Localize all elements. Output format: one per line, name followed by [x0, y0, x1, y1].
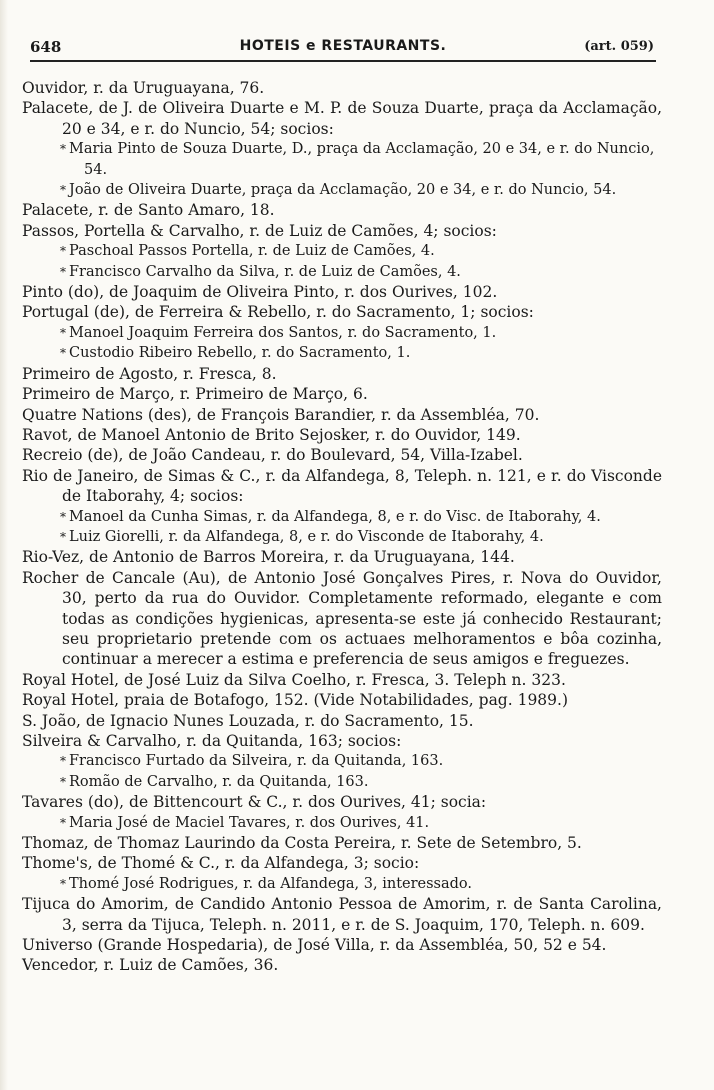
entry-text: Primeiro de Agosto, r. Fresca, 8.: [22, 364, 277, 383]
partner-line: [22, 241, 662, 261]
entry-text: Thomaz, de Thomaz Laurindo da Costa Pereira, r. Sete de Setembro, 5.: [22, 834, 582, 853]
directory-entry: [22, 955, 662, 975]
entry-text: Passos, Portella & Carvalho, r. de Luiz de Camões, 4; socios:: [22, 221, 497, 240]
entry-list: [22, 78, 667, 976]
partner-marker: *: [60, 142, 66, 157]
entry-text: Palacete, r. de Santo Amaro, 18.: [22, 201, 275, 220]
directory-entry: [22, 384, 662, 404]
partner-marker: *: [60, 509, 66, 524]
page-header: [30, 34, 656, 62]
entry-text: Rocher de Cancale (Au), de Antonio José Gonçalves Pires, r. Nova do Ouvidor, 30, perto da rua do Ouvidor. Completamente reformado, elegante e com todas as condições hygienicas, apresenta-se este já conhecido Restaurant; seu proprietario pretende com os actuaes melhoramentos e bôa cozinha, continuar a merecer a estima e preferencia de seus amigos e freguezes.: [22, 568, 667, 669]
entry-text: Recreio (de), de João Candeau, r. do Boulevard, 54, Villa-Izabel.: [22, 446, 523, 465]
entry-text: Vencedor, r. Luiz de Camões, 36.: [22, 956, 279, 975]
directory-entry: [22, 690, 662, 710]
entry-text: Ouvidor, r. da Uruguayana, 76.: [22, 79, 265, 97]
partner-marker: *: [60, 876, 66, 891]
directory-entry: [22, 935, 662, 955]
partner-line: [22, 343, 662, 363]
partner-marker: *: [60, 529, 66, 544]
entry-text: Silveira & Carvalho, r. da Quitanda, 163; socios:: [22, 732, 402, 750]
entry-text: Thome's, de Thomé & C., r. da Alfandega, 3; socio:: [22, 854, 420, 873]
directory-entry: [22, 833, 662, 853]
article-ref: (art. 059): [584, 39, 654, 54]
directory-entry: [22, 425, 662, 445]
entry-text: Romão de Carvalho, r. da Quitanda, 163.: [69, 773, 369, 790]
entry-text: Francisco Furtado da Silveira, r. da Quitanda, 163.: [69, 753, 444, 770]
directory-entry: [22, 731, 662, 751]
partner-marker: *: [60, 264, 66, 279]
entry-text: Custodio Ribeiro Rebello, r. do Sacramento, 1.: [69, 345, 411, 362]
directory-entry: [22, 98, 667, 139]
directory-entry: [22, 221, 662, 241]
directory-entry: [22, 302, 662, 322]
section-title: HOTEIS e RESTAURANTS.: [239, 38, 447, 54]
entry-text: Tavares (do), de Bittencourt & C., r. dos Ourives, 41; socia:: [22, 793, 487, 812]
partner-line: [22, 527, 662, 547]
entry-text: Portugal (de), de Ferreira & Rebello, r. do Sacramento, 1; socios:: [22, 303, 534, 322]
directory-entry: [22, 364, 662, 384]
partner-marker: *: [60, 815, 66, 830]
directory-entry: [22, 711, 662, 731]
directory-entry: [22, 445, 662, 465]
partner-line: [22, 772, 662, 792]
partner-marker: *: [60, 774, 66, 789]
entry-text: Royal Hotel, de José Luiz da Silva Coelho, r. Fresca, 3. Teleph n. 323.: [22, 670, 566, 689]
partner-marker: *: [60, 346, 66, 361]
partner-marker: *: [60, 325, 66, 340]
entry-text: Primeiro de Março, r. Primeiro de Março, 6.: [22, 385, 368, 404]
entry-text: Maria José de Maciel Tavares, r. dos Ourives, 41.: [69, 814, 430, 831]
directory-entry: [22, 547, 662, 567]
directory-entry: [22, 568, 667, 670]
entry-text: Pinto (do), de Joaquim de Oliveira Pinto, r. dos Ourives, 102.: [22, 283, 498, 302]
partner-line: [22, 874, 662, 894]
entry-text: Manoel Joaquim Ferreira dos Santos, r. do Sacramento, 1.: [69, 324, 497, 341]
directory-entry: [22, 853, 662, 873]
directory-entry: [22, 894, 667, 935]
directory-entry: [22, 405, 662, 425]
partner-line: [22, 507, 662, 527]
partner-marker: *: [60, 244, 66, 259]
partner-line: [22, 813, 662, 833]
directory-entry: [22, 466, 667, 507]
entry-text: Palacete, de J. de Oliveira Duarte e M. P. de Souza Duarte, praça da Acclamação, 20 e 34, e r. do Nuncio, 54; socios:: [22, 99, 667, 138]
entry-text: Rio-Vez, de Antonio de Barros Moreira, r. da Uruguayana, 144.: [22, 548, 515, 567]
partner-marker: *: [60, 183, 66, 198]
entry-text: Thomé José Rodrigues, r. da Alfandega, 3, interessado.: [69, 875, 473, 892]
directory-entry: [22, 792, 662, 812]
partner-line: [22, 323, 662, 343]
entry-text: Tijuca do Amorim, de Candido Antonio Pessoa de Amorim, r. de Santa Carolina, 3, serra da Tijuca, Teleph. n. 2011, e r. de S. Joaquim, 170, Teleph. n. 609.: [22, 895, 667, 934]
entry-text: Manoel da Cunha Simas, r. da Alfandega, 8, e r. do Visc. de Itaborahy, 4.: [69, 508, 601, 525]
page-number: 648: [30, 38, 62, 56]
entry-text: Rio de Janeiro, de Simas & C., r. da Alfandega, 8, Teleph. n. 121, e r. do Visconde de Itaborahy, 4; socios:: [22, 466, 667, 506]
partner-line: [22, 751, 662, 771]
entry-text: Universo (Grande Hospedaria), de José Villa, r. da Assembléa, 50, 52 e 54.: [22, 936, 607, 955]
directory-entry: [22, 282, 662, 302]
entry-text: Maria Pinto de Souza Duarte, D., praça da Acclamação, 20 e 34, e r. do Nuncio, 54.: [69, 141, 659, 178]
entry-text: Paschoal Passos Portella, r. de Luiz de Camões, 4.: [69, 243, 435, 260]
entry-text: Luiz Giorelli, r. da Alfandega, 8, e r. do Visconde de Itaborahy, 4.: [69, 528, 544, 545]
directory-entry: [22, 200, 662, 220]
partner-line: [22, 262, 662, 282]
directory-entry: [22, 670, 662, 690]
partner-marker: *: [60, 754, 66, 769]
directory-entry: [22, 78, 662, 98]
entry-text: S. João, de Ignacio Nunes Louzada, r. do Sacramento, 15.: [22, 711, 474, 730]
entry-text: Francisco Carvalho da Silva, r. de Luiz de Camões, 4.: [69, 263, 461, 280]
partner-line: [22, 139, 662, 180]
scan-edge-shadow: [0, 0, 8, 1090]
entry-text: João de Oliveira Duarte, praça da Acclamação, 20 e 34, e r. do Nuncio, 54.: [69, 182, 617, 199]
entry-text: Ravot, de Manoel Antonio de Brito Sejosker, r. do Ouvidor, 149.: [22, 425, 521, 444]
entry-text: Quatre Nations (des), de François Barandier, r. da Assembléa, 70.: [22, 405, 540, 424]
partner-line: [22, 180, 662, 200]
entry-text: Royal Hotel, praia de Botafogo, 152. (Vide Notabilidades, pag. 1989.): [22, 691, 569, 710]
